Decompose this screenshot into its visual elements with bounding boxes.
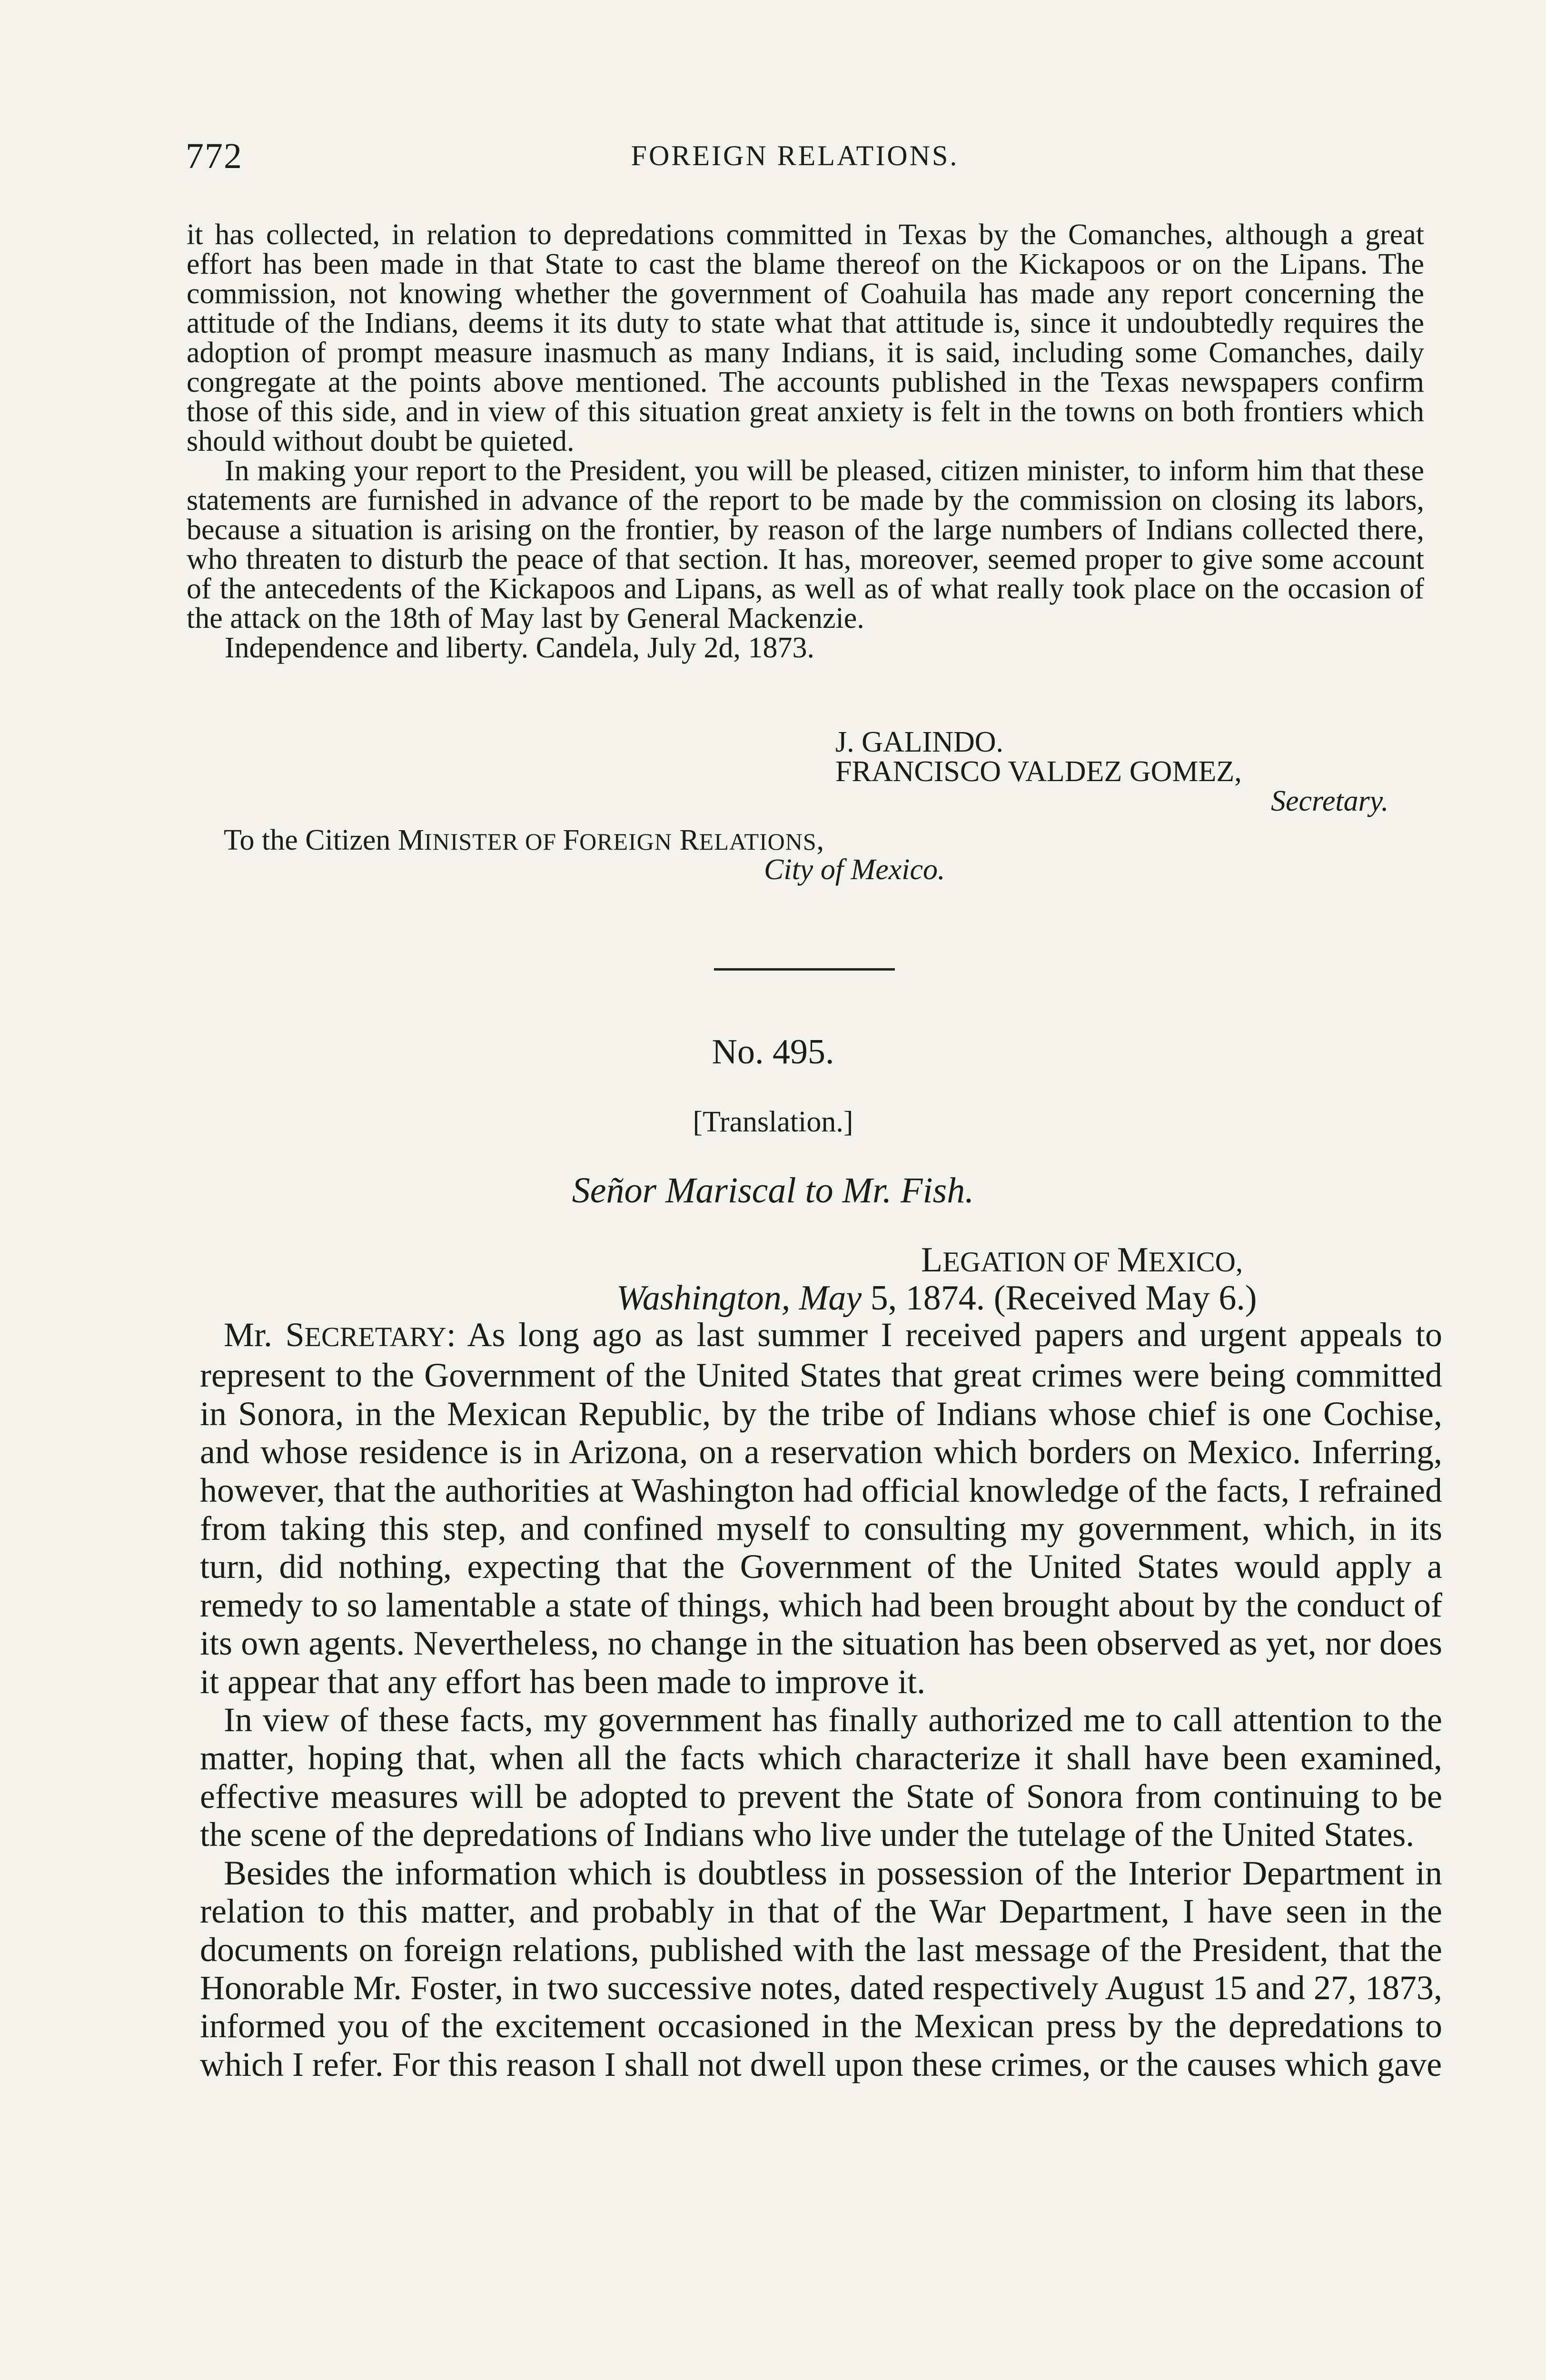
- signature-gomez: FRANCISCO VALDEZ GOMEZ,: [835, 755, 1242, 788]
- paragraph: In making your report to the President, you will be pleased, citizen minister, to inform him that these statements are furnished in advance of the report to be made by the commission on closing its labors, because a situation is arising on the frontier, by reason of the large numbers of Indians collected there, who threaten to disturb the peace of that section. It has, moreover, seemed proper to give some account of the antecedents of the Kickapoos and Lipans, as well as of what really took place on the occasion of the attack on the 18th of May last by General Mackenzie.: [187, 455, 1424, 635]
- salutation: Mr. SECRETARY:: [224, 1316, 456, 1354]
- addressee-city: City of Mexico.: [764, 853, 945, 886]
- document-title: Señor Mariscal to Mr. Fish.: [572, 1170, 974, 1210]
- letter-body: [187, 220, 1424, 663]
- addressee: To the Citizen MINISTER OF FOREIGN RELATIONS,: [224, 824, 824, 856]
- page-header: [186, 136, 1404, 178]
- paragraph: In view of these facts, my government has finally authorized me to call attention to the matter, hoping that, when all the facts which characterize it shall have been examined, effective measures will be adopted to prevent the State of Sonora from continuing to be the scene of the depredations of Indians who live under the tutelage of the United States.: [200, 1701, 1442, 1854]
- document-number: No. 495.: [712, 1032, 834, 1071]
- letter-body-2: [200, 1316, 1442, 2083]
- dateline: Washington, May 5, 1874. (Received May 6.): [616, 1279, 1257, 1318]
- page-number: 772: [186, 136, 243, 176]
- signer-title: Secretary.: [1271, 785, 1389, 817]
- paragraph: Besides the information which is doubtless in possession of the Interior Department in relation to this matter, and probably in that of the War Department, I have seen in the documents on foreign relations, published with the last message of the President, that the Honorable Mr. Foster, in two successive notes, dated respectively August 15 and 27, 1873, informed you of the excitement occasioned in the Mexican press by the depredations to which I refer. For this reason I shall not dwell upon these crimes, or the causes which gave: [200, 1854, 1442, 2083]
- translation-note: [Translation.]: [693, 1106, 853, 1138]
- paragraph: Mr. SECRETARY: As long ago as last summer I received papers and urgent appeals to represent to the Government of the United States that great crimes were being committed in Sonora, in the Mexican Republic, by the tribe of Indians whose chief is one Cochise, and whose residence is in Arizona, on a reservation which borders on Mexico. Inferring, however, that the authorities at Washington had official knowledge of the facts, I refrained from taking this step, and confined myself to consulting my government, which, in its turn, did nothing, expecting that the Government of the United States would apply a remedy to so lamentable a state of things, which had been brought about by the conduct of its own agents. Nevertheless, no change in the situation has been observed as yet, nor does it appear that any effort has been made to improve it.: [200, 1316, 1442, 1701]
- paragraph: it has collected, in relation to depredations committed in Texas by the Comanches, although a great effort has been made in that State to cast the blame thereof on the Kickapoos or on the Lipans. The commission, not knowing whether the government of Coahuila has made any report concerning the attitude of the Indians, deems it its duty to state what that attitude is, since it undoubtedly requires the adoption of prompt measure inasmuch as many Indians, it is said, including some Comanches, daily congregate at the points above mentioned. The accounts published in the Texas newspapers confirm those of this side, and in view of this situation great anxiety is felt in the towns on both frontiers which should without doubt be quieted.: [187, 218, 1424, 457]
- signature-galindo: J. GALINDO.: [835, 726, 1004, 758]
- closing-line: Independence and liberty. Candela, July 2d, 1873.: [225, 632, 815, 664]
- section-divider: [714, 968, 895, 971]
- running-head: FOREIGN RELATIONS.: [631, 140, 959, 171]
- legation-heading: LEGATION OF MEXICO,: [921, 1240, 1243, 1279]
